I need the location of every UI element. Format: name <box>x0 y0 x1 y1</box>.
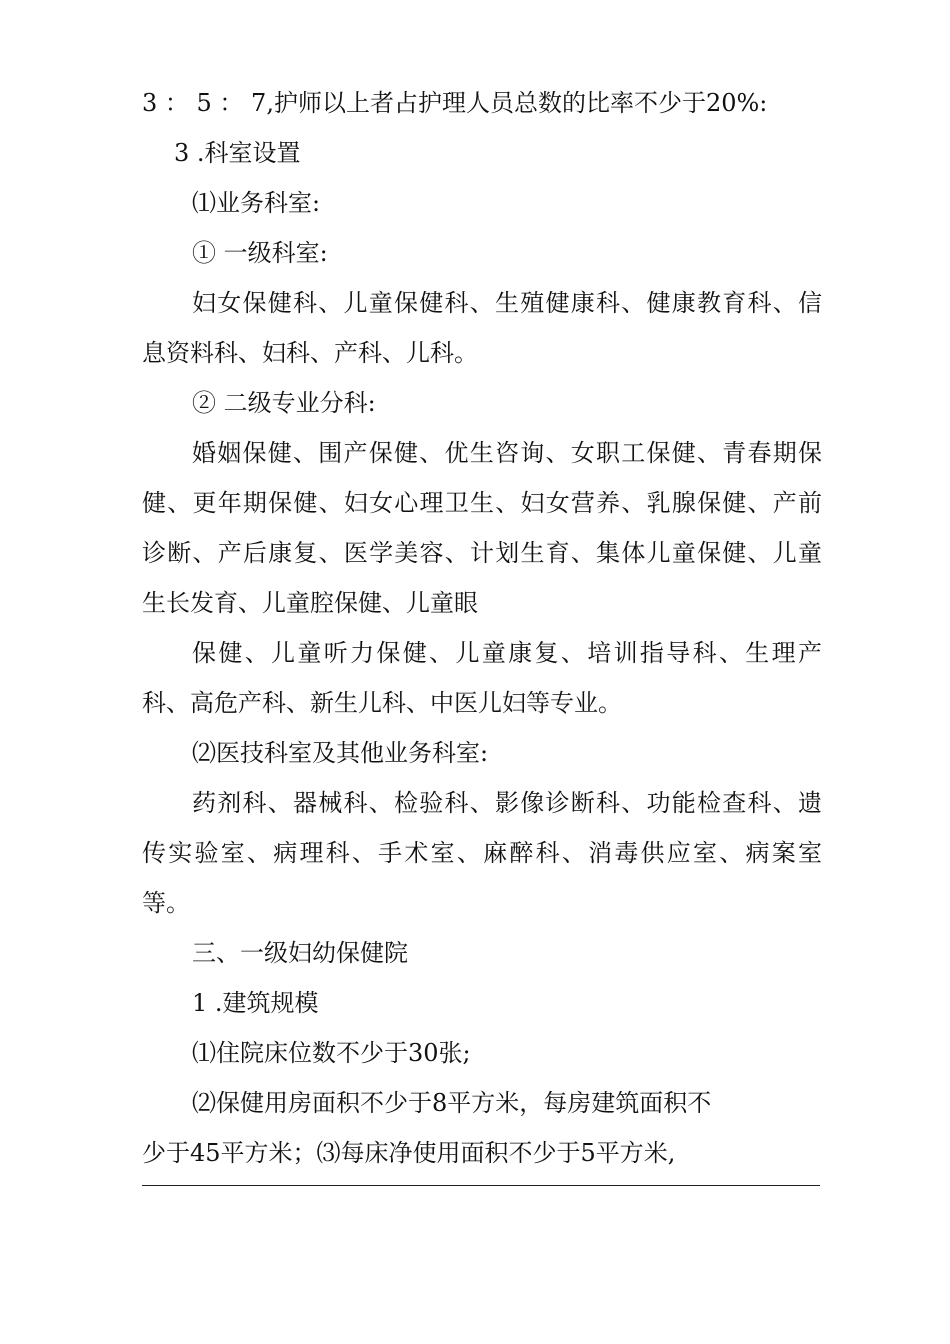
heading-building-scale: 1 .建筑规模 <box>192 989 319 1017</box>
paragraph-line: 等。 <box>142 889 190 917</box>
paragraph-line: 诊断、产后康复、医学美容、计划生育、集体儿童保健、儿童 <box>142 539 822 567</box>
list-item-floor-area: ⑵保健用房面积不少于8平方米，每房建筑面积不 <box>192 1089 712 1117</box>
paragraph-line: 婚姻保健、围产保健、优生咨询、女职工保健、青春期保 <box>192 439 822 467</box>
section-heading-level-one-hospital: 三、一级妇幼保健院 <box>192 939 408 967</box>
text-line-ratio: 3 ： 5 ： 7,护师以上者占护理人员总数的比率不少于20%: <box>142 89 768 117</box>
subheading-level-one-departments: ① 一级科室: <box>192 239 328 267</box>
footer-divider <box>142 1185 820 1186</box>
paragraph-line: 保健、儿童听力保健、儿童康复、培训指导科、生理产 <box>192 639 822 667</box>
subheading-medical-tech-departments: ⑵医技科室及其他业务科室: <box>192 739 489 767</box>
list-item-net-area: 少于45平方米；⑶每床净使用面积不少于5平方米, <box>142 1139 676 1167</box>
list-item-beds: ⑴住院床位数不少于30张; <box>192 1039 471 1067</box>
paragraph-line: 科、高危产科、新生儿科、中医儿妇等专业。 <box>142 689 622 717</box>
heading-department-setup: 3 .科室设置 <box>174 139 301 167</box>
subheading-level-two-specialties: ② 二级专业分科: <box>192 389 376 417</box>
paragraph-line: 传实验室、病理科、手术室、麻醉科、消毒供应室、病案室 <box>142 839 822 867</box>
paragraph-line: 药剂科、器械科、检验科、影像诊断科、功能检查科、遗 <box>192 789 822 817</box>
paragraph-line: 生长发育、儿童腔保健、儿童眼 <box>142 589 478 617</box>
paragraph-line: 息资料科、妇科、产科、儿科。 <box>142 339 478 367</box>
paragraph-line: 妇女保健科、儿童保健科、生殖健康科、健康教育科、信 <box>192 289 822 317</box>
subheading-business-departments: ⑴业务科室: <box>192 189 321 217</box>
paragraph-line: 健、更年期保健、妇女心理卫生、妇女营养、乳腺保健、产前 <box>142 489 822 517</box>
